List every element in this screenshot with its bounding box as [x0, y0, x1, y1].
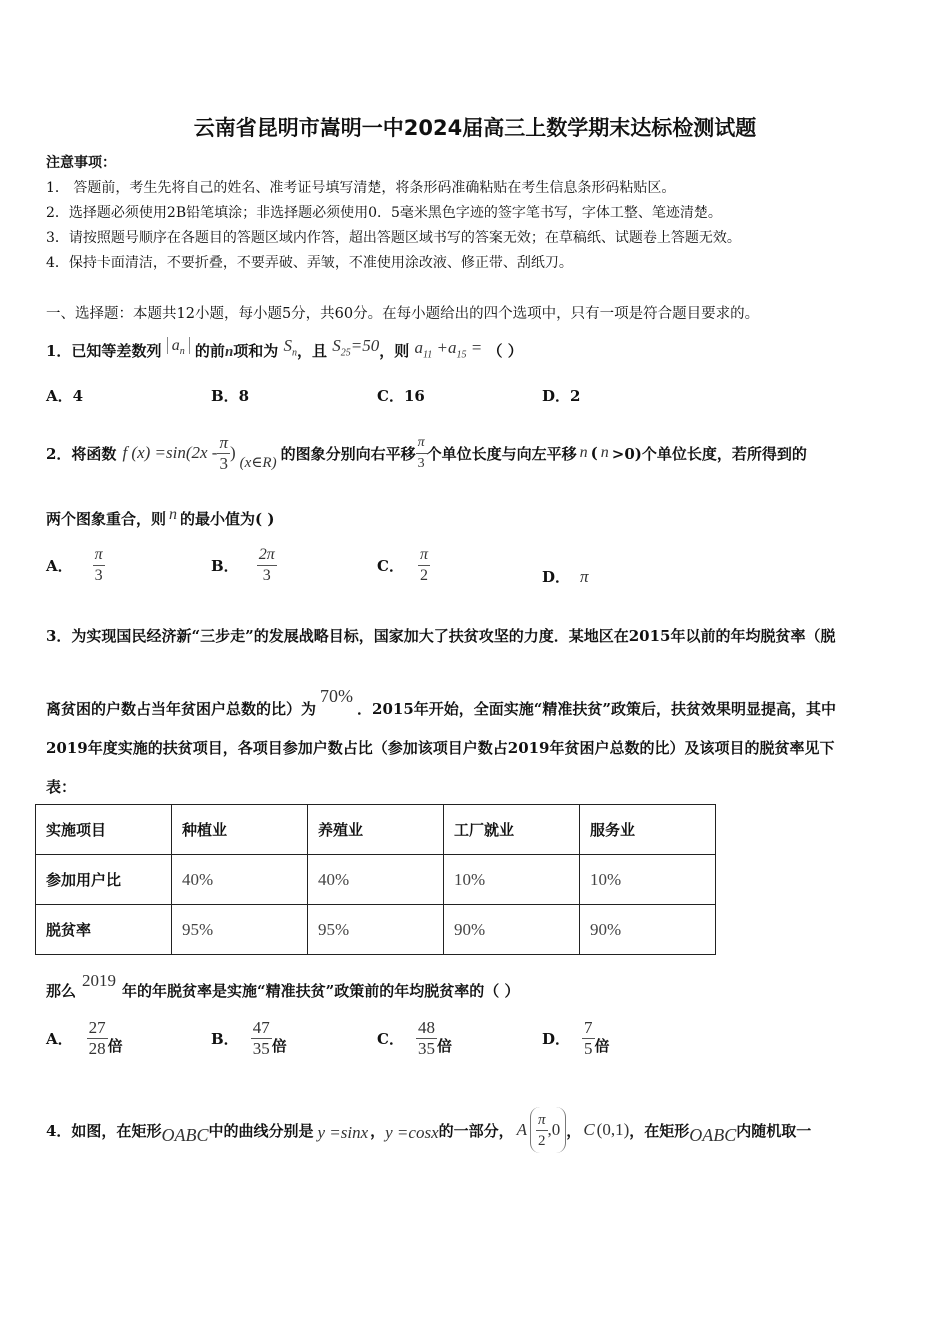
table-header-cell: 实施项目 — [36, 805, 172, 855]
q4-text-3: 的一部分， — [438, 1121, 514, 1140]
q4-point-a: A — [516, 1120, 528, 1139]
q1-option-d: D．2 — [542, 387, 581, 405]
q4-curve-cos: y =cosx — [385, 1123, 439, 1142]
table-cell: 10% — [580, 855, 716, 905]
q2-paren: ( — [590, 444, 598, 462]
page-title: 云南省昆明市嵩明一中2024届高三上数学期末达标检测试题 — [193, 116, 757, 140]
q2-shift-pi-over-3: $\frac{\pi}{3}$ — [417, 434, 425, 471]
q1-sn: $S_n$ — [283, 336, 298, 359]
q1-a11-plus-a15: $a_{11} +a_{15}$ = — [414, 338, 483, 361]
q2-text-2: 的图象分别向右平移 — [280, 444, 416, 463]
question-1 — [46, 331, 523, 370]
q4-comma-2: ， — [566, 1121, 582, 1140]
q1-text-3: 项和为 — [233, 342, 279, 360]
note-item-3: 3．请按照题号顺序在各题目的答题区域内作答，超出答题区域书写的答案无效；在草稿纸、试题卷上答题无效。 — [46, 230, 741, 246]
table-cell: 参加用户比 — [36, 855, 172, 905]
q4-text-5: 内随机取一 — [736, 1121, 812, 1140]
q4-comma: ， — [370, 1121, 386, 1140]
table-cell: 90% — [444, 905, 580, 955]
table-cell: 10% — [444, 855, 580, 905]
q2-option-d: D． π — [542, 567, 589, 586]
q2-option-a: A． $\frac{\pi}{3}$ — [46, 546, 103, 584]
table-header-cell: 服务业 — [580, 805, 716, 855]
q2-function: f (x) =sin(2x - — [122, 443, 218, 462]
q2-close-paren: ) — [230, 443, 236, 462]
q2-line2-text-2: 的最小值为( ) — [180, 510, 275, 528]
table-cell: 95% — [172, 905, 308, 955]
q2-line2-text-1: 两个图象重合，则 — [46, 510, 167, 528]
q4-rect-oabc-2: OABC — [689, 1124, 737, 1145]
table-row — [36, 905, 716, 955]
q3-line-4: 表： — [46, 778, 77, 796]
q3-ask-text-2: 年的年脱贫率是实施“精准扶贫”政策前的年均脱贫率的（ ） — [122, 982, 520, 1000]
table-row — [36, 805, 716, 855]
q1-s25: $S_{25}=50$ — [332, 336, 380, 359]
q1-answer-paren: （ ） — [487, 342, 523, 360]
q3-ask-text-1: 那么 — [46, 982, 77, 1000]
table-row — [36, 855, 716, 905]
q2-n-3: n — [169, 506, 178, 523]
q2-text-3: 个单位长度与向左平移 — [426, 444, 577, 463]
table-header-cell: 养殖业 — [308, 805, 444, 855]
q1-option-c: C．16 — [377, 387, 425, 405]
note-item-1: 1． 答题前，考生先将自己的姓名、准考证号填写清楚，将条形码准确粘贴在考生信息条形码粘贴区。 — [46, 180, 676, 196]
notes-heading: 注意事项： — [46, 155, 116, 171]
table-cell: 40% — [172, 855, 308, 905]
q2-pi-over-3: $\frac{\pi}{3}$ — [219, 432, 228, 473]
q2-option-b: B． $\frac{2\pi}{3}$ — [211, 546, 275, 584]
q2-text-4: >0)个单位长度，若所得到的 — [611, 444, 807, 463]
q4-text-1: 4．如图，在矩形 — [46, 1121, 162, 1140]
table-header-cell: 工厂就业 — [444, 805, 580, 855]
q4-point-c-coords: (0,1) — [596, 1120, 630, 1139]
question-4 — [46, 1105, 811, 1155]
q3-option-b: B． $\frac{47}{35}$ 倍 — [211, 1018, 287, 1058]
q2-n-2: n — [600, 444, 609, 461]
q3-option-c: C． $\frac{48}{35}$ 倍 — [377, 1018, 452, 1058]
q4-point-a-coords: $\frac{\pi}{2}$ ,0 — [530, 1107, 566, 1153]
q3-option-a: A． $\frac{27}{28}$ 倍 — [46, 1018, 123, 1058]
q1-sequence-an: $a_n$ — [167, 337, 190, 354]
table-cell: 40% — [308, 855, 444, 905]
section-heading: 一、选择题：本题共12小题，每小题5分，共60分。在每小题给出的四个选项中，只有一项是符合题目要求的。 — [46, 306, 760, 322]
table-cell: 90% — [580, 905, 716, 955]
q2-n: n — [579, 444, 588, 461]
q1-text-5: ，则 — [379, 342, 410, 360]
table-cell: 脱贫率 — [36, 905, 172, 955]
q3-line-1: 3．为实现国民经济新“三步走”的发展战略目标，国家加大了扶贫攻坚的力度．某地区在2015年以前的年均脱贫率（脱 — [46, 627, 836, 645]
q2-text-1: 2．将函数 — [46, 444, 117, 463]
q1-option-b: B．8 — [211, 387, 250, 405]
table-header-cell: 种植业 — [172, 805, 308, 855]
q3-question — [46, 971, 520, 1001]
q1-n: n — [224, 344, 234, 360]
q3-line2-text-2: ．2015年开始，全面实施“精准扶贫”政策后，扶贫效果明显提高，其中 — [357, 700, 837, 718]
q3-line2-text-1: 离贫困的户数占当年贫困户总数的比）为 — [46, 700, 317, 718]
q1-text-2: 的前 — [194, 342, 225, 360]
q4-text-4: ，在矩形 — [629, 1121, 690, 1140]
q4-rect-oabc: OABC — [161, 1124, 209, 1145]
q4-text-2: 中的曲线分别是 — [208, 1121, 314, 1140]
q3-line-2 — [46, 686, 836, 719]
q4-point-c: C — [583, 1120, 595, 1139]
note-item-2: 2．选择题必须使用2B铅笔填涂；非选择题必须使用0．5毫米黑色字迹的签字笔书写，字体工整、笔迹清楚。 — [46, 205, 722, 221]
q3-option-d: D． $\frac{7}{5}$ 倍 — [542, 1018, 610, 1058]
q4-curve-sin: y =sinx — [317, 1123, 369, 1142]
q1-text-4: ，且 — [297, 342, 328, 360]
q3-rate-70: 70% — [320, 686, 354, 706]
q3-table — [35, 804, 716, 955]
table-cell: 95% — [308, 905, 444, 955]
q2-domain: (x∈R) — [239, 454, 277, 471]
q2-line-2 — [46, 506, 274, 529]
q2-option-c: C． $\frac{\pi}{2}$ — [377, 546, 428, 584]
question-2 — [46, 423, 807, 483]
q1-option-a: A．4 — [46, 387, 84, 405]
note-item-4: 4．保持卡面清洁，不要折叠，不要弄破、弄皱，不准使用涂改液、修正带、刮纸刀。 — [46, 255, 573, 271]
q3-year: 2019 — [82, 971, 117, 990]
q3-line-3: 2019年度实施的扶贫项目，各项目参加户数占比（参加该项目户数占2019年贫困户总数的比）及该项目的脱贫率见下 — [46, 739, 835, 757]
q1-text-1: 1．已知等差数列 — [46, 342, 162, 360]
